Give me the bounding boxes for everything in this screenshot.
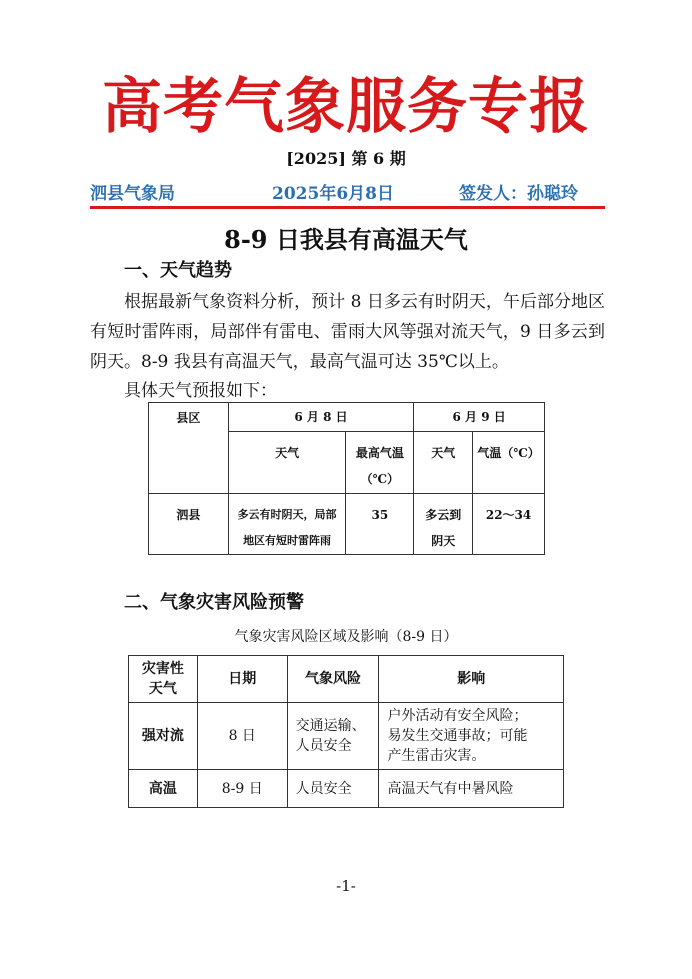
issue-date: 2025年6月8日 [272,184,394,204]
issue-number: [2025] 第 6 期 [286,149,406,168]
forecast-intro: 具体天气预报如下： [124,381,277,401]
weather-header: 天气 [228,432,346,494]
trend-paragraph: 根据最新气象资料分析，预计 8 日多云有时阴天，午后部分地区有短时雷阵雨，局部伴有雷电、雷雨大风等强对流天气，9 日多云到阴天。8-9 我县有高温天气，最高气温可达 35℃以上。 [90,292,605,372]
day2-header: 6 月 9 日 [414,403,545,432]
county-header: 县区 [149,403,229,494]
issuer: 泗县气象局 [90,184,175,204]
signer: 签发人：孙聪玲 [459,184,578,204]
row2-risk: 人员安全 [287,770,379,808]
risk-table-caption: 气象灾害风险区域及影响（8-9 日） [234,629,458,645]
temp2-cell: 22～34 [473,494,545,555]
section1-heading: 一、天气趋势 [124,260,232,281]
section2-heading: 二、气象灾害风险预警 [124,592,304,613]
maxtemp-cell: 35 [346,494,414,555]
header-rule [90,206,605,209]
temp2-header: 气温（℃） [473,432,545,494]
day1-header: 6 月 8 日 [228,403,414,432]
row1-type: 强对流 [129,703,198,770]
weather2-cell: 多云到 阴天 [414,494,473,555]
weather1-cell: 多云有时阴天，局部 地区有短时雷阵雨 [228,494,346,555]
row2-date: 8-9 日 [197,770,287,808]
row2-type: 高温 [129,770,198,808]
masthead-title: 高考气象服务专报 [102,72,590,142]
risk-header: 气象风险 [287,656,379,703]
type-header: 灾害性 天气 [129,656,198,703]
risk-table [128,655,564,808]
date-header: 日期 [197,656,287,703]
row1-risk: 交通运输、 人员安全 [287,703,379,770]
forecast-table [148,402,545,555]
maxtemp-header: 最高气温 （℃） [346,432,414,494]
weather2-header: 天气 [414,432,473,494]
page-number: -1- [336,877,356,895]
row2-impact: 高温天气有中暑风险 [379,770,564,808]
row1-impact: 户外活动有安全风险； 易发生交通事故；可能 产生雷击灾害。 [379,703,564,770]
headline: 8-9 日我县有高温天气 [224,225,468,254]
impact-header: 影响 [379,656,564,703]
row1-date: 8 日 [197,703,287,770]
county-cell: 泗县 [149,494,229,555]
